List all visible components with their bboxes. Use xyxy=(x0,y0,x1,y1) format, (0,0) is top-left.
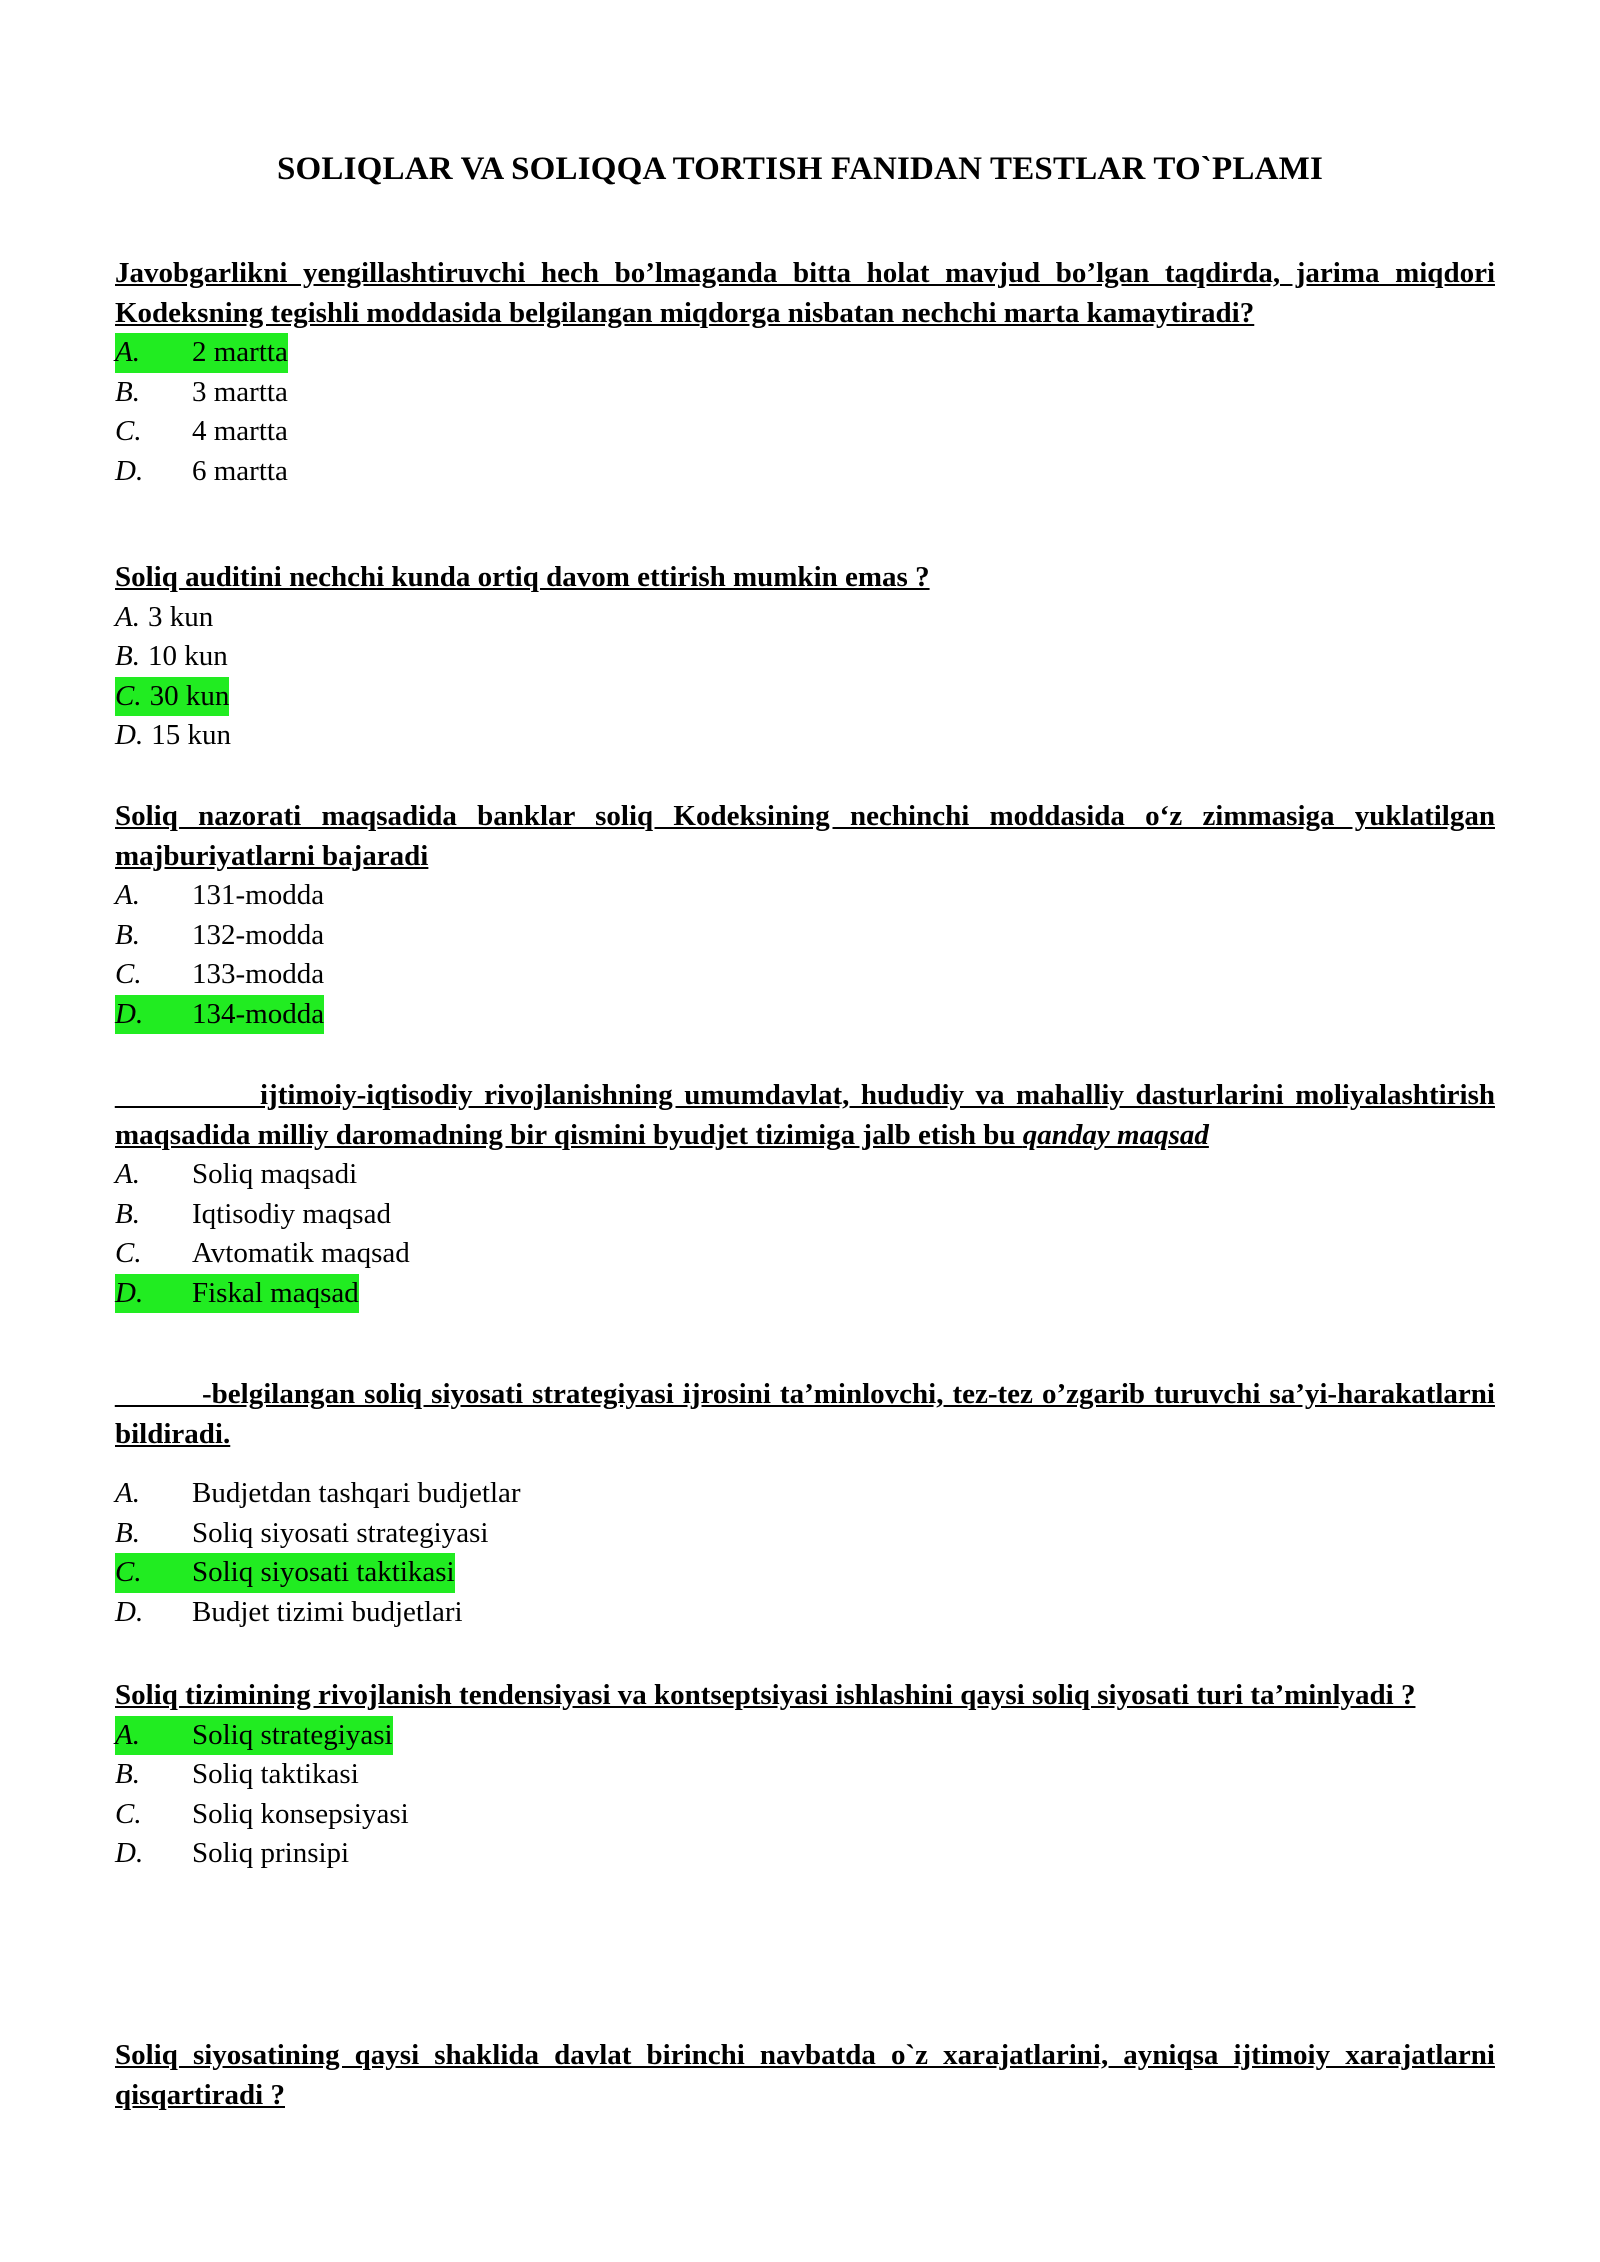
option-d[interactable] xyxy=(115,995,1495,1035)
question-text xyxy=(115,1375,1495,1454)
option-text: Budjetdan tashqari budjetlar xyxy=(192,1477,521,1509)
option-a[interactable] xyxy=(115,876,1495,916)
option-letter: D. xyxy=(115,1837,144,1869)
option-text: 2 martta xyxy=(192,336,288,368)
option-d[interactable] xyxy=(115,1834,1495,1874)
question-block xyxy=(115,797,1495,1034)
option-a[interactable] xyxy=(115,598,1495,638)
option-d[interactable] xyxy=(115,1593,1495,1633)
answer-options xyxy=(115,333,1495,491)
option-letter: A. xyxy=(115,879,140,911)
question-block xyxy=(115,2036,1495,2115)
option-text: 131-modda xyxy=(192,879,325,911)
option-text: Avtomatik maqsad xyxy=(192,1237,410,1269)
option-letter: C. xyxy=(115,415,142,447)
option-text: 134-modda xyxy=(192,997,325,1030)
question-text: Javobgarlikni yengillashtiruvchi hech bo’lmaganda bitta holat mavjud bo’lgan taqdirda, jarima miqdori Kodeksning tegishli moddasida belgilangan miqdorga nisbatan nechchi marta kamaytiradi? xyxy=(115,257,1495,329)
question-body: ijtimoiy-iqtisodiy rivojlanishning umumdavlat, hududiy va mahalliy dasturlarini moliyalashtirish maqsadida milliy daromadning bir qismini byudjet tizimiga jalb etish bu xyxy=(115,1079,1495,1151)
option-text: 4 martta xyxy=(192,415,288,447)
option-letter: B. xyxy=(115,640,140,672)
option-text: 133-modda xyxy=(192,958,325,990)
option-text: 30 kun xyxy=(149,679,230,712)
option-c[interactable] xyxy=(115,1234,1495,1274)
question-block xyxy=(115,1076,1495,1313)
option-letter: A. xyxy=(115,1477,140,1509)
question-block xyxy=(115,1676,1495,1874)
question-italic-text: qanday maqsad xyxy=(1022,1118,1209,1151)
option-b[interactable] xyxy=(115,1514,1495,1554)
question-body: -belgilangan soliq siyosati strategiyasi ijrosini ta’minlovchi, tez-tez o’zgarib turuvchi sa’yi-harakatlarni bildiradi. xyxy=(115,1378,1495,1450)
option-text: Fiskal maqsad xyxy=(192,1276,359,1309)
option-b[interactable] xyxy=(115,1755,1495,1795)
option-a[interactable] xyxy=(115,333,1495,373)
option-b[interactable] xyxy=(115,637,1495,677)
option-c[interactable] xyxy=(115,677,1495,717)
option-text: 6 martta xyxy=(192,454,288,487)
option-a[interactable] xyxy=(115,1716,1495,1756)
option-letter: C. xyxy=(115,1797,142,1830)
option-d[interactable] xyxy=(115,716,1495,756)
option-text: Soliq strategiyasi xyxy=(192,1718,393,1751)
option-b[interactable] xyxy=(115,916,1495,956)
question-block xyxy=(115,558,1495,756)
option-text: 3 kun xyxy=(147,600,214,633)
question-text: Soliq tizimining rivojlanish tendensiyasi va kontseptsiyasi ishlashini qaysi soliq siyosati turi ta’minlyadi ? xyxy=(115,1679,1416,1711)
option-text: Soliq siyosati taktikasi xyxy=(192,1556,455,1588)
question-block xyxy=(115,1375,1495,1632)
question-text: Soliq siyosatining qaysi shaklida davlat birinchi navbatda o`z xarajatlarini, ayniqsa ijtimoiy xarajatlarni qisqartiradi ? xyxy=(115,2039,1495,2111)
option-c[interactable] xyxy=(115,1795,1495,1835)
option-letter: C. xyxy=(115,1556,142,1588)
option-text: 15 kun xyxy=(151,719,231,751)
option-c[interactable] xyxy=(115,955,1495,995)
option-b[interactable] xyxy=(115,373,1495,413)
option-letter: A. xyxy=(115,1718,140,1751)
option-a[interactable] xyxy=(115,1155,1495,1195)
option-d[interactable] xyxy=(115,452,1495,492)
option-letter: A. xyxy=(115,600,140,633)
option-c[interactable] xyxy=(115,412,1495,452)
option-text: 3 martta xyxy=(192,375,288,408)
option-text: Soliq taktikasi xyxy=(192,1758,359,1790)
answer-options xyxy=(115,598,1495,756)
option-letter: D. xyxy=(115,719,144,751)
option-letter: B. xyxy=(115,375,140,408)
option-letter: B. xyxy=(115,1197,140,1230)
question-text: Soliq auditini nechchi kunda ortiq davom ettirish mumkin emas ? xyxy=(115,561,930,593)
option-text: 132-modda xyxy=(192,918,325,951)
answer-options xyxy=(115,1155,1495,1313)
option-letter: D. xyxy=(115,454,144,487)
option-letter: A. xyxy=(115,336,140,368)
answer-blank: __________ xyxy=(115,1079,260,1111)
option-b[interactable] xyxy=(115,1195,1495,1235)
option-text: Budjet tizimi budjetlari xyxy=(192,1595,463,1628)
option-text: 10 kun xyxy=(147,640,228,672)
option-d[interactable] xyxy=(115,1274,1495,1314)
option-letter: A. xyxy=(115,1158,140,1190)
option-letter: D. xyxy=(115,1276,144,1309)
option-text: Soliq konsepsiyasi xyxy=(192,1797,409,1830)
option-letter: D. xyxy=(115,997,144,1030)
question-block xyxy=(115,254,1495,491)
option-letter: B. xyxy=(115,918,140,951)
option-letter: D. xyxy=(115,1595,144,1628)
option-text: Soliq prinsipi xyxy=(192,1837,350,1869)
option-text: Soliq siyosati strategiyasi xyxy=(192,1516,489,1549)
question-text: Soliq nazorati maqsadida banklar soliq Kodeksining nechinchi moddasida o‘z zimmasiga yuklatilgan majburiyatlarni bajaradi xyxy=(115,800,1495,872)
answer-options xyxy=(115,1474,1495,1632)
option-text: Soliq maqsadi xyxy=(192,1158,358,1190)
option-letter: B. xyxy=(115,1516,140,1549)
option-letter: C. xyxy=(115,958,142,990)
page-title: SOLIQLAR VA SOLIQQA TORTISH FANIDAN TESTLAR TO`PLAMI xyxy=(276,151,1323,187)
option-a[interactable] xyxy=(115,1474,1495,1514)
option-letter: C. xyxy=(115,679,142,712)
answer-options xyxy=(115,876,1495,1034)
option-c[interactable] xyxy=(115,1553,1495,1593)
answer-options xyxy=(115,1716,1495,1874)
question-text xyxy=(115,1076,1495,1155)
option-text: Iqtisodiy maqsad xyxy=(192,1197,391,1230)
answer-blank: ______ xyxy=(115,1378,202,1410)
option-letter: C. xyxy=(115,1237,142,1269)
option-letter: B. xyxy=(115,1758,140,1790)
